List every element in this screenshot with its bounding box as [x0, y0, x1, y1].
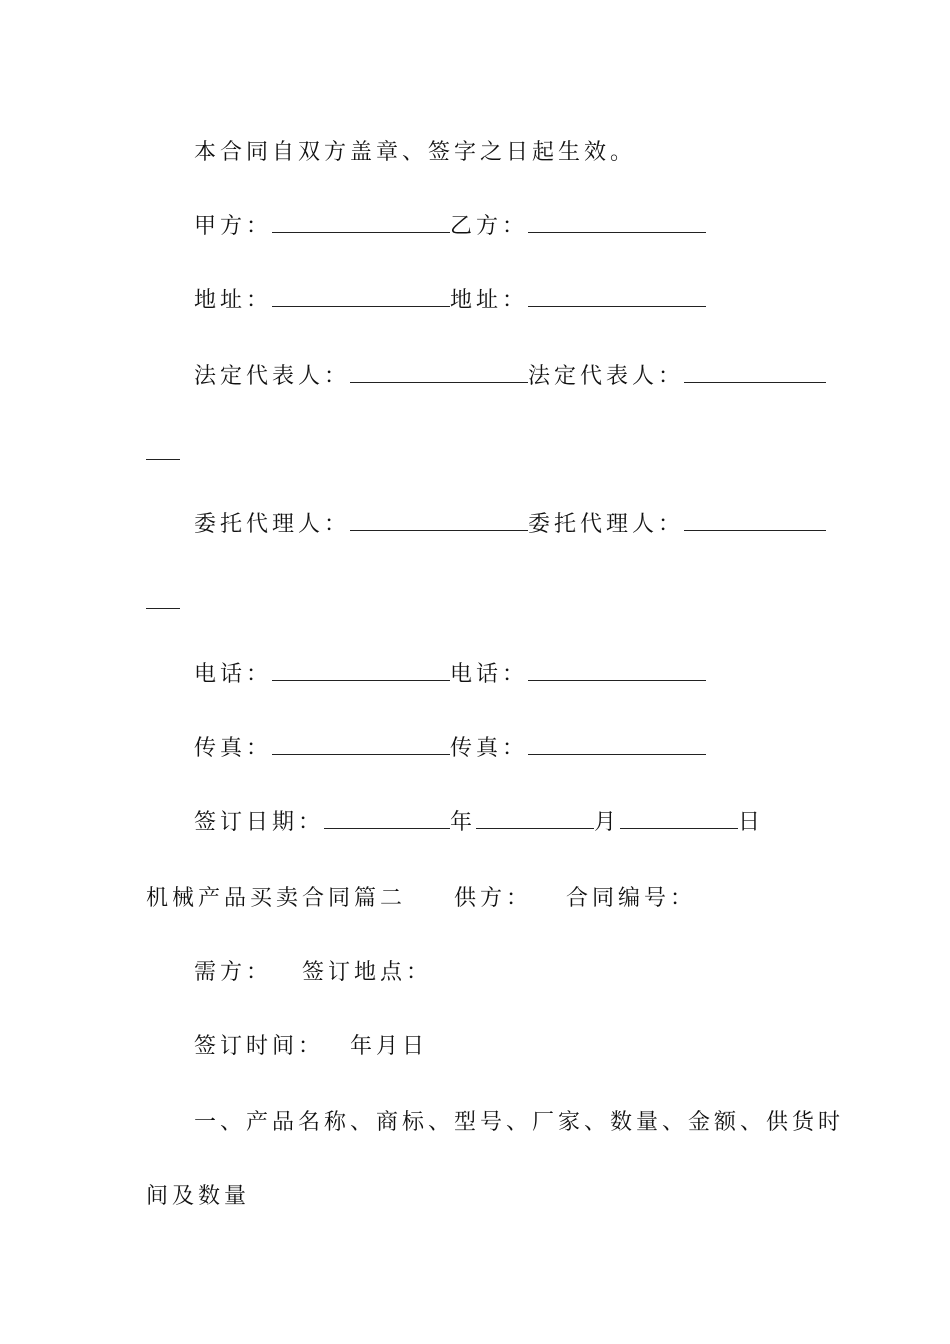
legal-rep-a-label: 法定代表人： [194, 364, 351, 389]
year-blank[interactable] [324, 808, 450, 829]
sign-time-row [194, 1032, 428, 1062]
phone-row [194, 660, 706, 690]
legal-rep-b-blank[interactable] [684, 362, 826, 383]
party-a-blank[interactable] [272, 212, 450, 233]
agent-row [194, 510, 826, 540]
sign-date-label: 签订日期： [194, 810, 325, 835]
sign-date-row [194, 808, 764, 838]
party-b-label: 乙方： [450, 214, 529, 239]
month-label: 月 [594, 810, 621, 835]
effective-text: 本合同自双方盖章、签字之日起生效。 [194, 140, 637, 165]
sign-time-value: 年月日 [350, 1034, 429, 1059]
address-a-label: 地址： [194, 288, 273, 313]
section-heading-row [146, 884, 696, 914]
party-b-blank[interactable] [528, 212, 706, 233]
fax-a-label: 传真： [194, 736, 273, 761]
item1-line1 [194, 1108, 844, 1138]
buyer-label: 需方： [194, 960, 273, 985]
day-blank[interactable] [620, 808, 738, 829]
phone-b-label: 电话： [450, 662, 529, 687]
legal-rep-row [194, 362, 826, 392]
legal-rep-a-blank[interactable] [350, 362, 528, 383]
agent-b-blank[interactable] [684, 510, 826, 531]
phone-a-label: 电话： [194, 662, 273, 687]
legal-rep-b-label: 法定代表人： [528, 364, 685, 389]
supplier-label: 供方： [454, 886, 533, 911]
fax-row [194, 734, 706, 764]
item1-text-1: 一、产品名称、商标、型号、厂家、数量、金额、供货时 [194, 1110, 845, 1135]
buyer-row [194, 958, 432, 988]
address-b-blank[interactable] [528, 286, 706, 307]
agent-a-label: 委托代理人： [194, 512, 351, 537]
item1-line2 [146, 1182, 250, 1212]
effective-clause [194, 138, 636, 168]
day-label: 日 [738, 810, 765, 835]
party-a-label: 甲方： [194, 214, 273, 239]
address-b-label: 地址： [450, 288, 529, 313]
fax-b-blank[interactable] [528, 734, 706, 755]
month-blank[interactable] [476, 808, 594, 829]
phone-a-blank[interactable] [272, 660, 450, 681]
address-a-blank[interactable] [272, 286, 450, 307]
agent-b-blank-continuation[interactable] [146, 608, 180, 609]
address-row [194, 286, 706, 316]
phone-b-blank[interactable] [528, 660, 706, 681]
item1-text-2: 间及数量 [146, 1184, 251, 1209]
legal-rep-b-blank-continuation[interactable] [146, 459, 180, 460]
agent-b-label: 委托代理人： [528, 512, 685, 537]
fax-a-blank[interactable] [272, 734, 450, 755]
party-row [194, 212, 706, 242]
section-heading: 机械产品买卖合同篇二 [146, 886, 407, 911]
year-label: 年 [450, 810, 477, 835]
sign-time-label: 签订时间： [194, 1034, 325, 1059]
contract-no-label: 合同编号： [566, 886, 697, 911]
sign-place-label: 签订地点： [302, 960, 433, 985]
fax-b-label: 传真： [450, 736, 529, 761]
agent-a-blank[interactable] [350, 510, 528, 531]
